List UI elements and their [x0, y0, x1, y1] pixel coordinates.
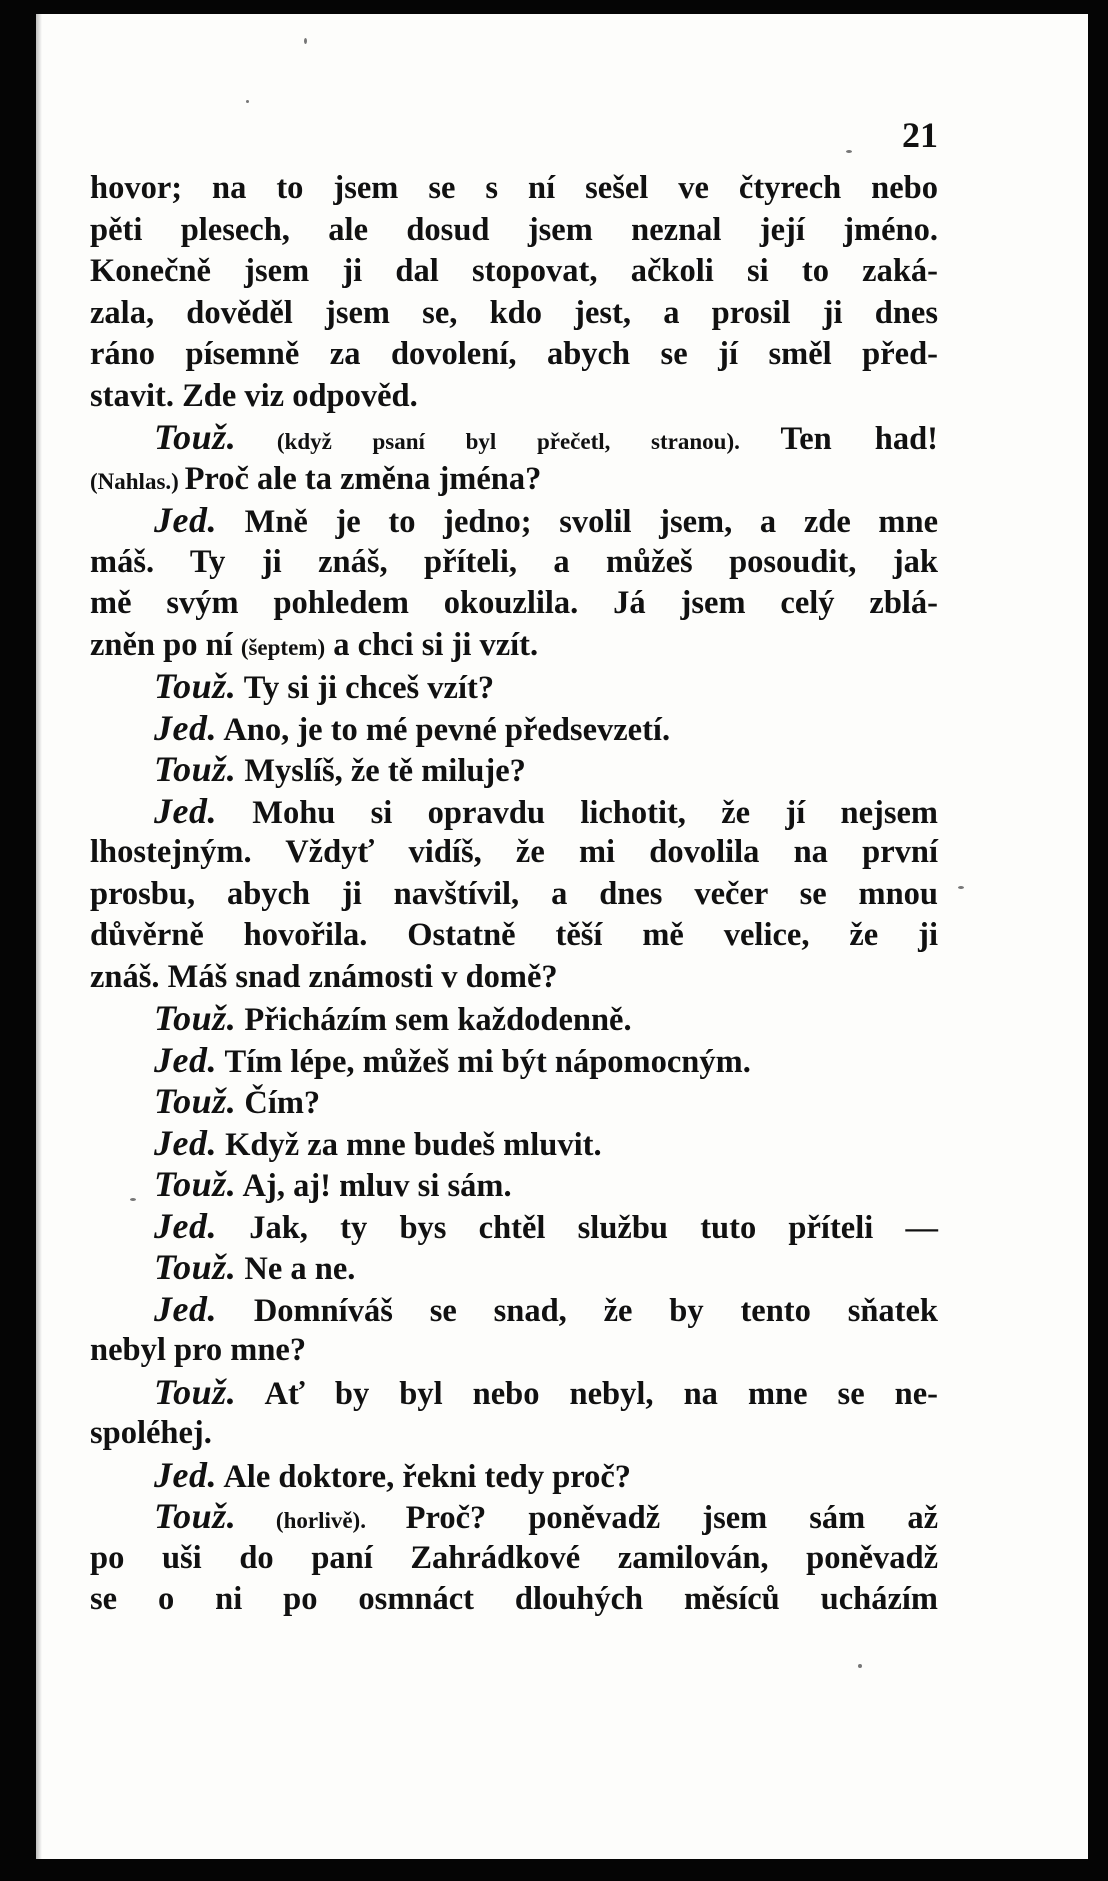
line-text: Mně je to jedno; svolil jsem, a zde mne — [216, 504, 938, 540]
speaker-name: Touž. — [154, 1164, 237, 1204]
text-line — [90, 791, 938, 833]
line-text: Ten had! — [780, 421, 938, 457]
line-text: Přicházím sem každodenně. — [236, 1002, 632, 1038]
speaker-name: Touž. — [154, 417, 237, 457]
text-line — [90, 583, 938, 625]
scan-speck — [858, 1664, 862, 1668]
scan-speck — [846, 150, 852, 153]
text-line — [90, 1538, 938, 1580]
text-line — [90, 168, 938, 210]
text-line — [90, 1289, 938, 1331]
speaker-name: Jed. — [154, 1454, 217, 1495]
line-text: Myslíš, že tě miluje? — [236, 753, 526, 789]
speaker-name: Touž. — [154, 666, 237, 706]
line-text: nebyl pro mne? — [90, 1332, 307, 1368]
line-text: mě svým pohledem okouzlila. Já jsem celý zblá- — [90, 585, 938, 621]
stage-direction: (Nahlas.) — [90, 468, 185, 494]
text-line — [90, 1123, 938, 1165]
text-line — [90, 1247, 938, 1289]
text-line — [90, 210, 938, 252]
stage-direction: (když psaní byl přečetl, stranou). — [236, 429, 781, 454]
speaker-name: Jed. — [154, 1122, 217, 1163]
text-line — [90, 832, 938, 874]
line-text: Jak, ty bys chtěl službu tuto příteli — — [216, 1209, 938, 1246]
text-line — [90, 376, 938, 418]
line-text: Ty si ji chceš vzít? — [236, 670, 495, 706]
line-text: spoléhej. — [90, 1415, 212, 1451]
line-text: máš. Ty ji znáš, příteli, a můžeš posoudit, jak — [90, 543, 938, 580]
line-text: Aj, aj! mluv si sám. — [236, 1168, 512, 1204]
page-gutter-shadow — [36, 14, 42, 1859]
line-text: po uši do paní Zahrádkové zamilován, poněvadž — [90, 1539, 938, 1576]
speaker-name: Touž. — [154, 1247, 237, 1287]
speaker-name: Jed. — [154, 1205, 217, 1246]
line-text: lhostejným. Vždyť vidíš, že mi dovolila na první — [90, 834, 938, 870]
speaker-name: Touž. — [154, 749, 237, 789]
page-text-body — [90, 168, 938, 1621]
line-text: Konečně jsem ji dal stopovat, ačkoli si to zaká- — [90, 253, 938, 289]
line-text: ráno písemně za dovolení, abych se jí směl před- — [90, 336, 938, 372]
stage-direction: (horlivě). — [236, 1508, 406, 1533]
text-line — [90, 500, 938, 542]
text-line — [90, 293, 938, 335]
text-line — [90, 1164, 938, 1206]
text-line — [90, 915, 938, 957]
line-text: Proč ale ta změna jména? — [184, 460, 542, 497]
line-text: zala, dověděl jsem se, kdo jest, a prosil ji dnes — [90, 294, 938, 331]
text-line — [90, 1413, 938, 1455]
line-text: hovor; na to jsem se s ní sešel ve čtyrech nebo — [90, 170, 938, 206]
line-text: zněn po ní — [90, 626, 241, 663]
line-text: pěti plesech, ale dosud jsem neznal její jméno. — [90, 211, 938, 248]
speaker-name: Touž. — [154, 998, 237, 1038]
line-text: Tím lépe, můžeš mi být nápomocným. — [216, 1043, 751, 1080]
text-line — [90, 874, 938, 916]
line-text: Ale doktore, řekni tedy proč? — [216, 1458, 632, 1495]
speaker-name: Jed. — [154, 500, 217, 540]
text-line — [90, 1579, 938, 1621]
line-text: Když za mne budeš mluvit. — [216, 1126, 602, 1163]
line-text: Ano, je to mé pevné předsevzetí. — [216, 711, 671, 748]
text-line — [90, 334, 938, 376]
speaker-name: Touž. — [154, 1496, 237, 1536]
line-text: prosbu, abych ji navštívil, a dnes večer se mnou — [90, 875, 938, 912]
line-text: Proč? poněvadž jsem sám až — [405, 1500, 938, 1536]
speaker-name: Touž. — [154, 1081, 237, 1121]
line-text: Domníváš se snad, že by tento sňatek — [216, 1292, 938, 1329]
line-text: a chci si ji vzít. — [325, 626, 539, 663]
text-line — [90, 1081, 938, 1123]
line-text: Mohu si opravdu lichotit, že jí nejsem — [216, 794, 938, 831]
text-line — [90, 1330, 938, 1372]
text-line — [90, 957, 938, 999]
line-text: se o ni po osmnáct dlouhých měsíců ucházím — [90, 1581, 938, 1617]
text-line — [90, 1206, 938, 1248]
line-text: Ne a ne. — [236, 1251, 356, 1287]
line-text: Ať by byl nebo nebyl, na mne se ne- — [236, 1375, 938, 1412]
text-line — [90, 708, 938, 750]
page-number: 21 — [902, 115, 938, 155]
text-line — [90, 625, 938, 667]
line-text: znáš. Máš snad známosti v domě? — [90, 958, 558, 995]
text-line — [90, 1496, 938, 1538]
line-text: Čím? — [236, 1085, 321, 1121]
speaker-name: Touž. — [154, 1371, 237, 1412]
speaker-name: Jed. — [154, 1039, 217, 1080]
text-line — [90, 998, 938, 1040]
text-line — [90, 1455, 938, 1497]
speaker-name: Jed. — [154, 1288, 217, 1329]
line-text: stavit. Zde viz odpověd. — [90, 377, 418, 414]
text-line — [90, 749, 938, 791]
scan-speck — [958, 886, 964, 889]
speaker-name: Jed. — [154, 790, 217, 831]
text-line — [90, 1372, 938, 1414]
text-line — [90, 542, 938, 584]
text-line — [90, 417, 938, 459]
text-line — [90, 251, 938, 293]
speaker-name: Jed. — [154, 707, 217, 748]
text-line — [90, 666, 938, 708]
stage-direction: (šeptem) — [240, 634, 326, 660]
scan-speck — [246, 100, 249, 103]
text-line — [90, 459, 938, 501]
line-text: důvěrně hovořila. Ostatně těší mě velice, že ji — [90, 917, 938, 953]
scan-speck — [304, 38, 307, 44]
text-line — [90, 1040, 938, 1082]
